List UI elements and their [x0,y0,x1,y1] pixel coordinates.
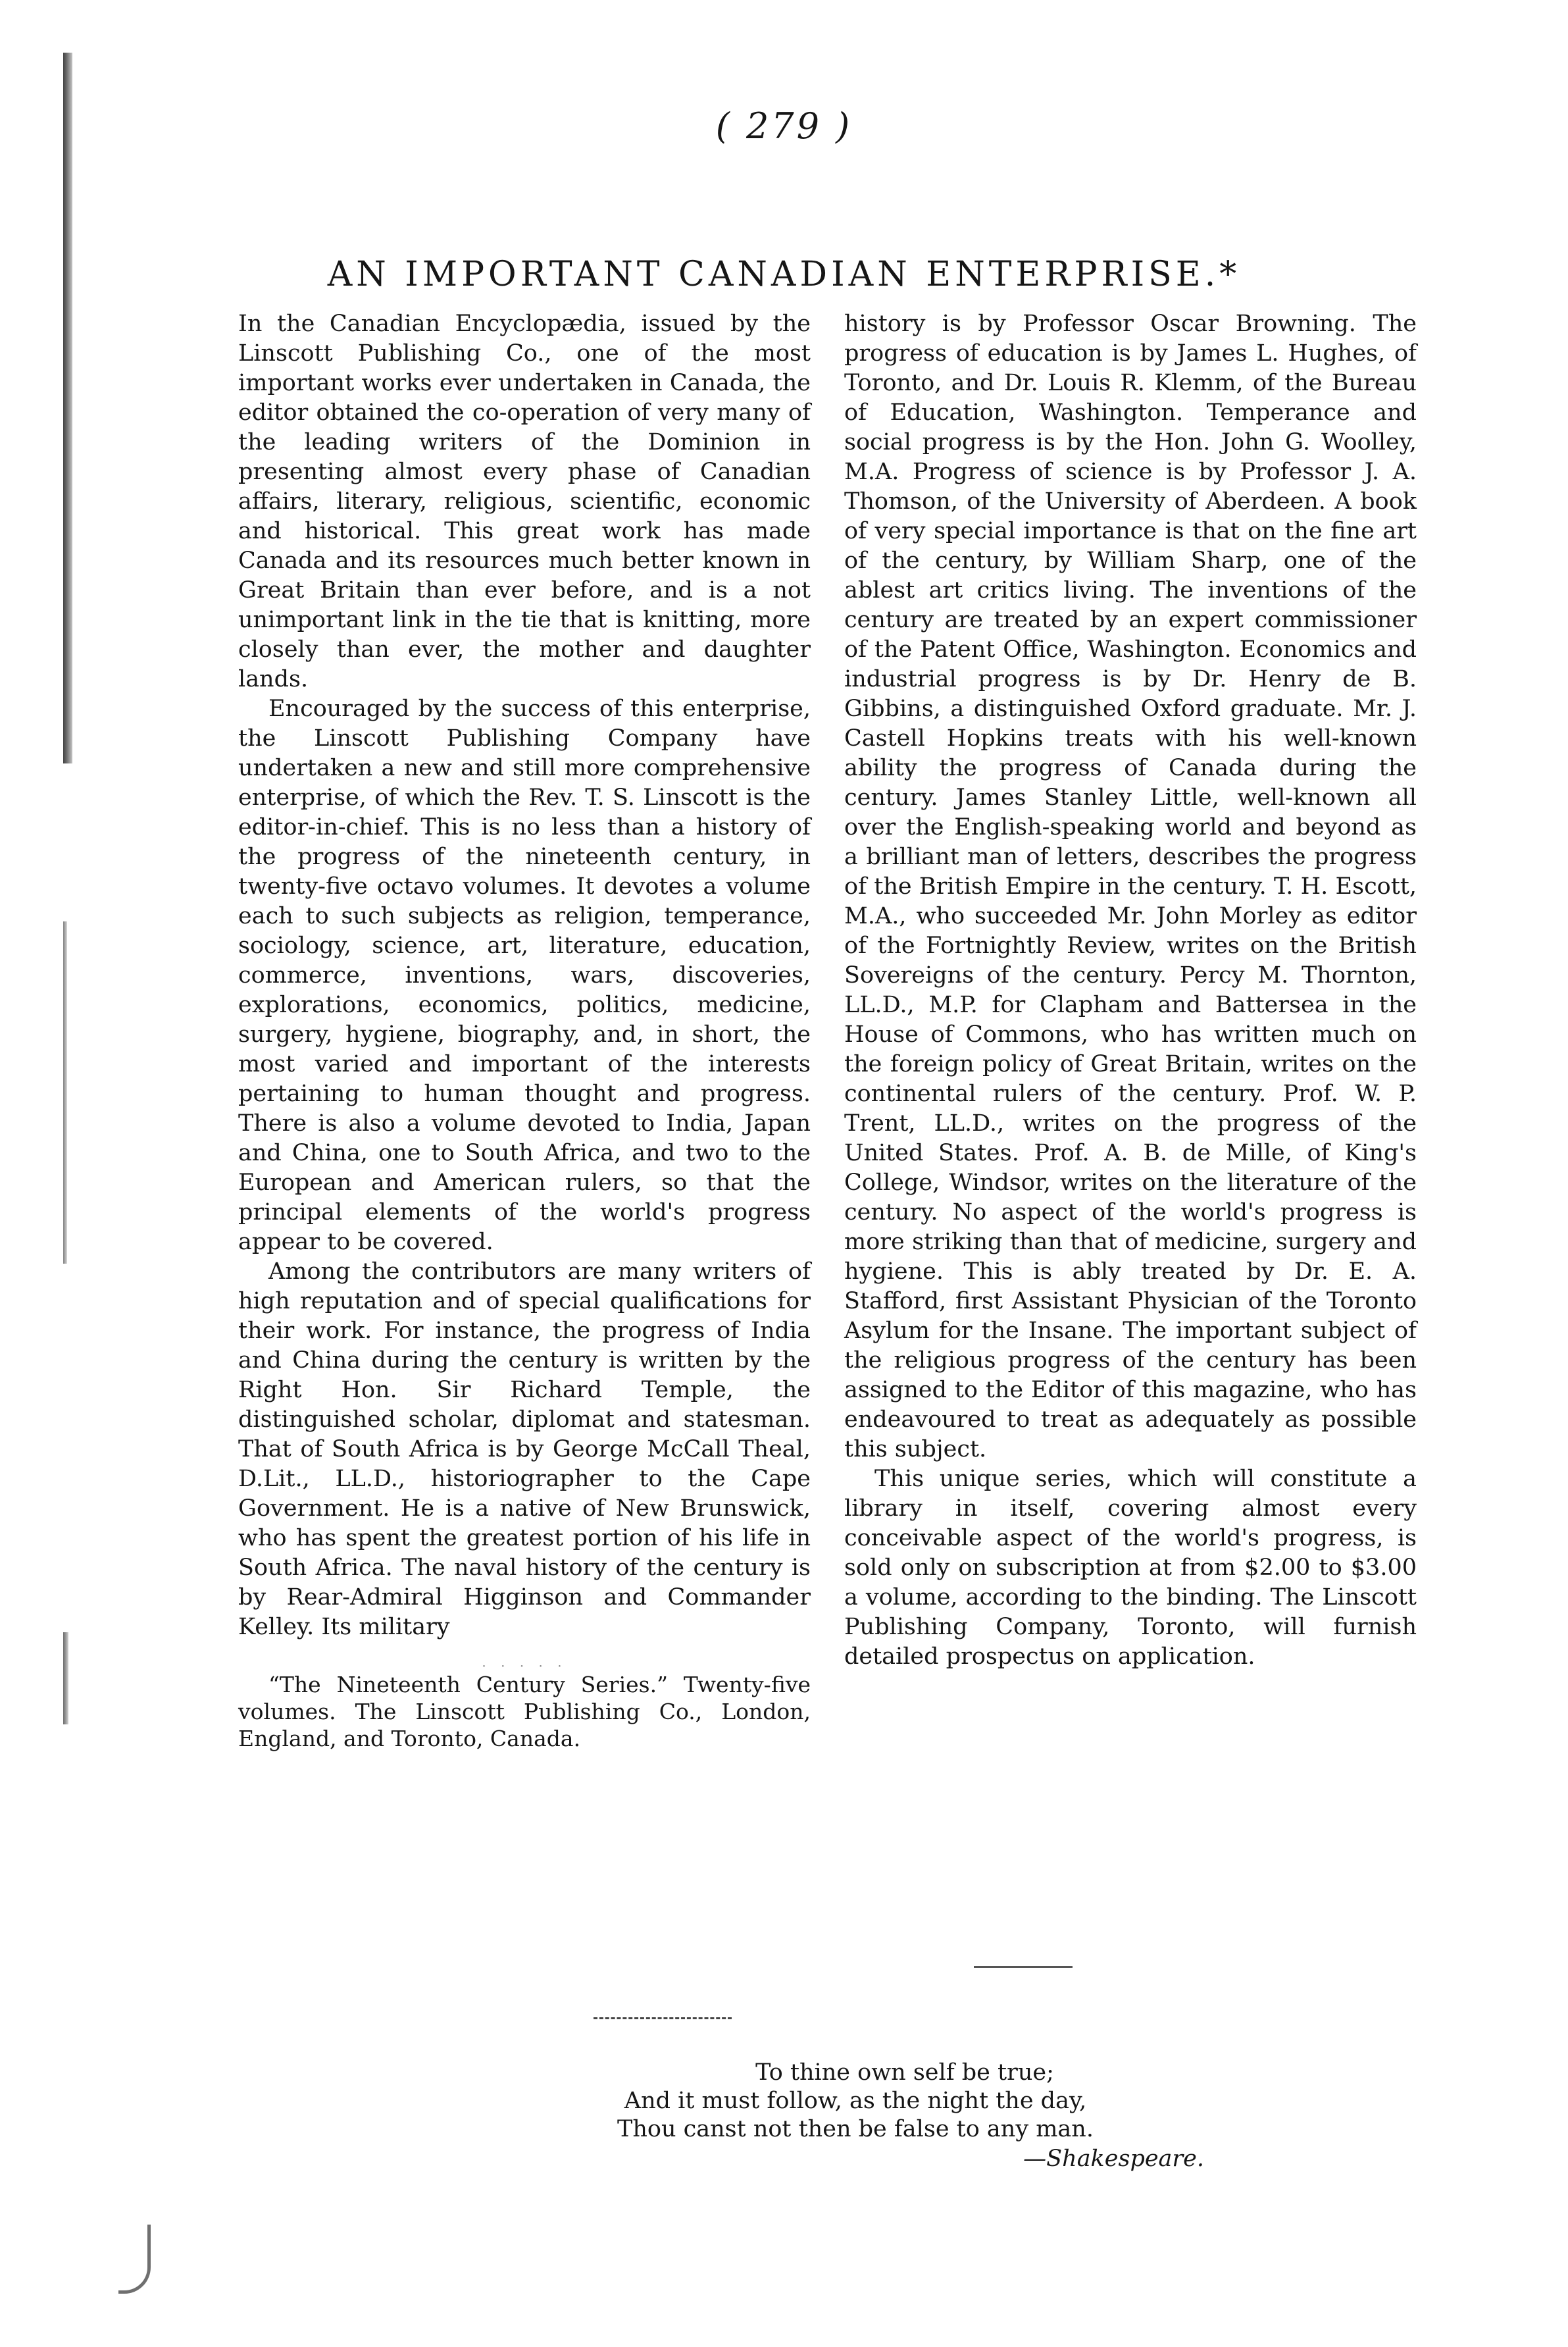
page-binding-curl [118,2225,151,2294]
column-end-rule [974,1966,1073,1968]
left-paragraph-3: Among the contributors are many writers of high reputation and of special qualifications for their work. For instance, the progress of India and China during the century is written by the Right Hon. Sir Richard Temple, the distinguished scholar, diplomat and statesman. That of South Africa is by George McCall Theal, D.Lit., LL.D., historiographer to the Cape Government. He is a native of New Brunswick, who has spent the greatest portion of his life in South Africa. The naval history of the century is by Rear-Admiral Higginson and Commander Kelley. Its military [238,1258,811,1640]
right-column [844,309,1417,1672]
page-binding-edge [63,53,72,763]
page-number: ( 279 ) [715,105,853,147]
left-paragraph-2: Encouraged by the success of this enterprise, the Linscott Publishing Company have undertaken a new and still more comprehensive enterprise, of which the Rev. T. S. Linscott is the editor-in-chief. This is no less than a history of the progress of the nineteenth century, in twenty-five octavo volumes. It devotes a volume each to such subjects as religion, temperance, sociology, science, art, literature, education, commerce, inventions, wars, discoveries, explorations, economics, politics, medicine, surgery, hygiene, biography, and, in short, the most varied and important of the interests pertaining to human thought and progress. There is also a volume devoted to India, Japan and China, one to South Africa, and two to the European and American rulers, so that the principal elements of the world's progress appear to be covered. [238,696,811,1255]
footnote: “The Nineteenth Century Series.” Twenty-five volumes. The Linscott Publishing Co., London, England, and Toronto, Canada. [238,1672,811,1751]
article-title: AN IMPORTANT CANADIAN ENTERPRISE.* [327,254,1241,294]
left-column [238,309,811,1752]
epigraph-line-3: Thou canst not then be false to any man. [617,2116,1094,2142]
footnote-separator: · · · · · [482,1658,567,1674]
epigraph [507,2059,1204,2173]
page-binding-edge-bottom [63,1632,68,1724]
section-divider-rule [594,2017,732,2019]
page-binding-edge-lower [63,921,67,1264]
epigraph-line-2: And it must follow, as the night the day, [624,2088,1087,2114]
epigraph-attribution: —Shakespeare. [1023,2146,1204,2172]
left-paragraph-1: In the Canadian Encyclopædia, issued by the Linscott Publishing Co., one of the most important works ever undertaken in Canada, the editor obtained the co-operation of very many of the leading writers of the Dominion in presenting almost every phase of Canadian affairs, literary, religious, scientific, economic and historical. This great work has made Canada and its resources much better known in Great Britain than ever before, and is a not unimportant link in the tie that is knitting, more closely than ever, the mother and daughter lands. [238,311,811,692]
epigraph-line-1: To thine own self be true; [755,2059,1054,2086]
right-paragraph-2: This unique series, which will constitute a library in itself, covering almost every conceivable aspect of the world's progress, is sold only on subscription at from $2.00 to $3.00 a volume, according to the binding. The Linscott Publishing Company, Toronto, will furnish detailed prospectus on application. [844,1466,1417,1670]
right-paragraph-1: history is by Professor Oscar Browning. The progress of education is by James L. Hughes, of Toronto, and Dr. Louis R. Klemm, of the Bureau of Education, Washington. Temperance and social progress is by the Hon. John G. Woolley, M.A. Progress of science is by Professor J. A. Thomson, of the University of Aberdeen. A book of very special importance is that on the fine art of the century, by William Sharp, one of the ablest art critics living. The inventions of the century are treated by an expert commissioner of the Patent Office, Washington. Economics and industrial progress is by Dr. Henry de B. Gibbins, a distinguished Oxford graduate. Mr. J. Castell Hopkins treats with his well-known ability the progress of Canada during the century. James Stanley Little, well-known all over the English-speaking world and beyond as a brilliant man of letters, describes the progress of the British Empire in the century. T. H. Escott, M.A., who succeeded Mr. John Morley as editor of the Fortnightly Review, writes on the British Sovereigns of the century. Percy M. Thornton, LL.D., M.P. for Clapham and Battersea in the House of Commons, who has written much on the foreign policy of Great Britain, writes on the continental rulers of the century. Prof. W. P. Trent, LL.D., writes on the progress of the United States. Prof. A. B. de Mille, of King's College, Windsor, writes on the literature of the century. No aspect of the world's progress is more striking than that of medicine, surgery and hygiene. This is ably treated by Dr. E. A. Stafford, first Assistant Physician of the Toronto Asylum for the Insane. The important subject of the religious progress of the century has been assigned to the Editor of this magazine, who has endeavoured to treat as adequately as possible this subject. [844,311,1417,1462]
